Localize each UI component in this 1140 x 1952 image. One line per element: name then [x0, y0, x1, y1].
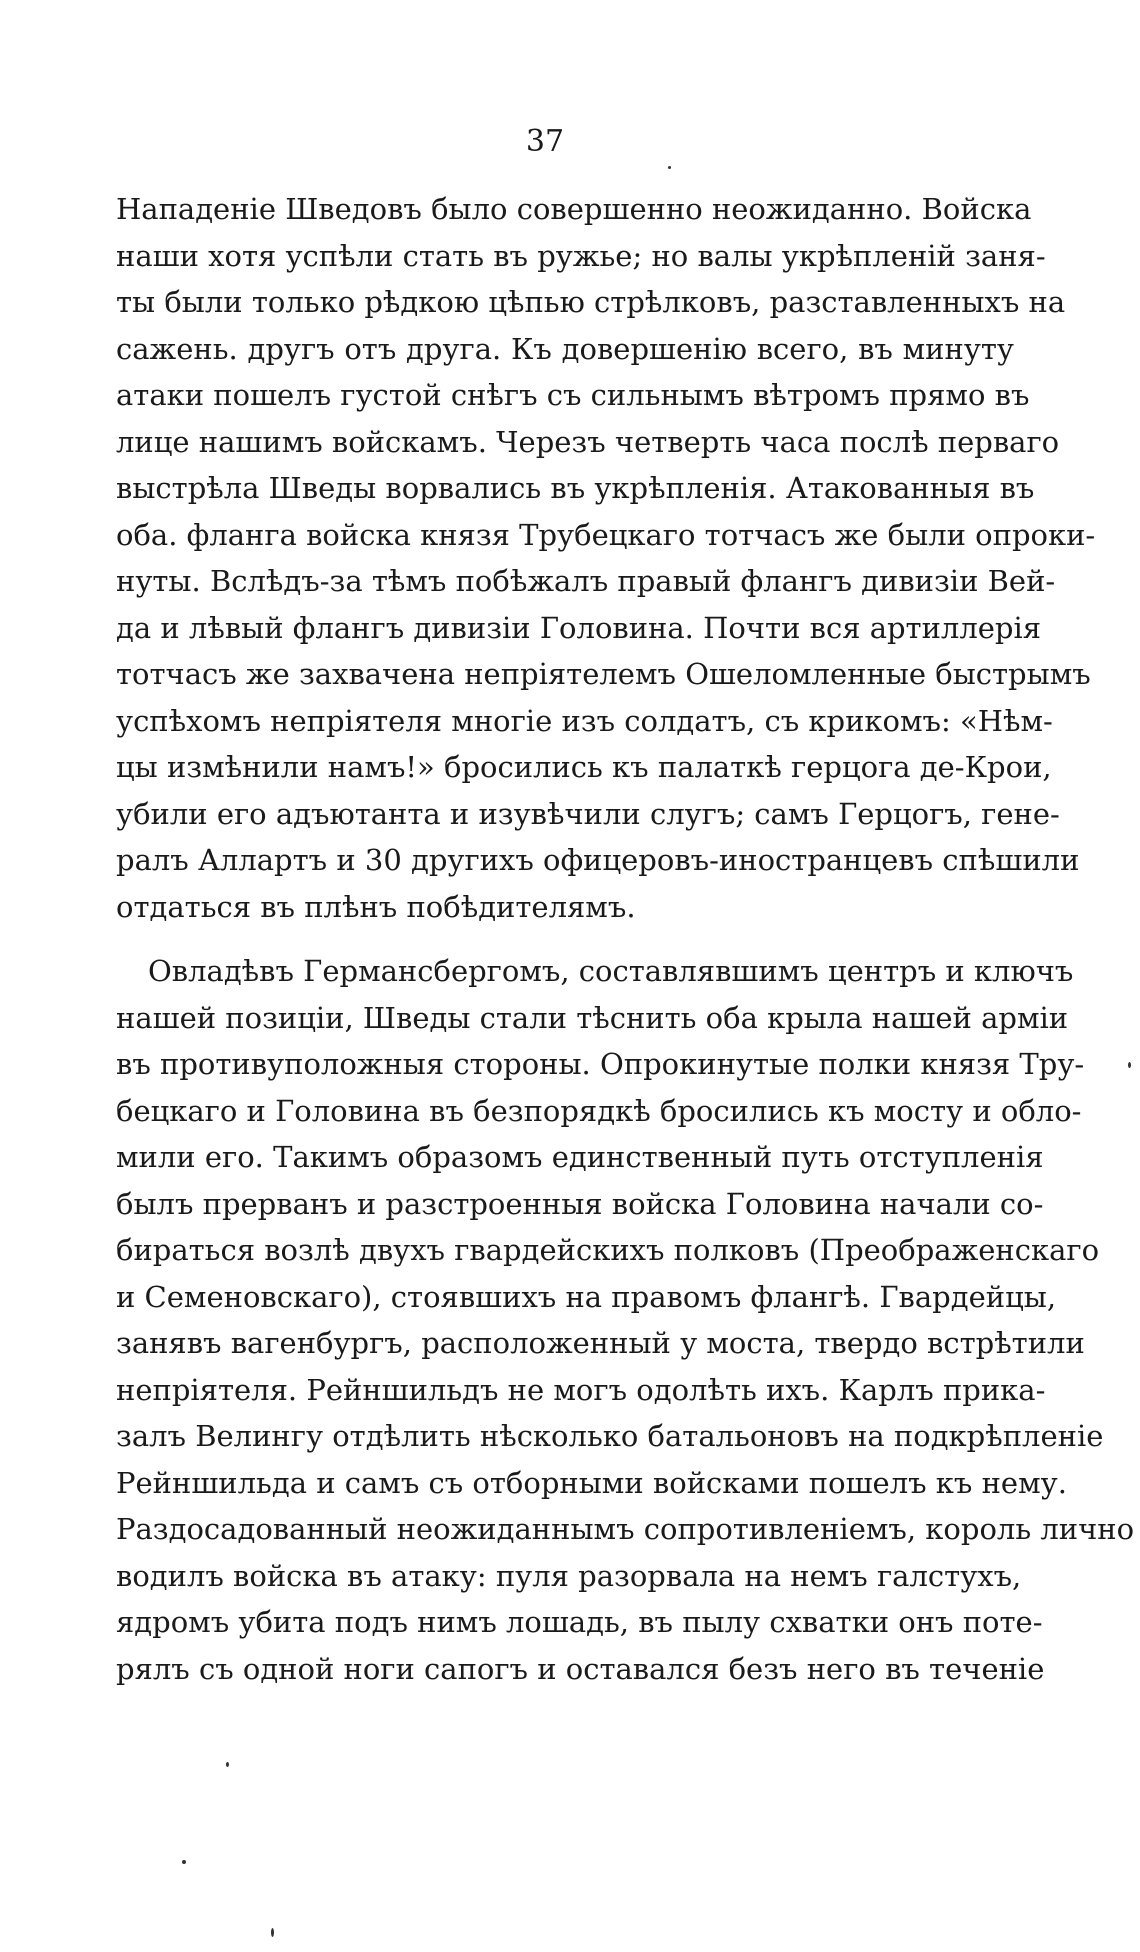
text-line: сажень. другъ отъ друга. Къ довершенiю всего, въ минуту — [116, 332, 1014, 366]
text-line: тотчасъ же захвачена непрiятелемъ Ошеломленные быстрымъ — [116, 657, 1091, 691]
text-line: нашей позицiи, Шведы стали тѣснить оба крыла нашей армiи — [116, 1001, 1069, 1035]
text-line: Рейншильда и самъ съ отборными войсками пошелъ къ нему. — [116, 1466, 1067, 1500]
text-line: наши хотя успѣли стать въ ружье; но валы укрѣпленiй заня- — [116, 239, 1046, 273]
text-line: былъ прерванъ и разстроенныя войска Головина начали со- — [116, 1187, 1044, 1221]
text-line: лице нашимъ войскамъ. Черезъ четверть часа послѣ перваго — [116, 425, 1060, 459]
text-line: успѣхомъ непрiятеля многiе изъ солдатъ, съ крикомъ: «Нѣм- — [116, 704, 1053, 738]
text-line: выстрѣла Шведы ворвались въ укрѣпленiя. Атакованныя въ — [116, 471, 1035, 505]
text-line: убили его адъютанта и изувѣчили слугъ; самъ Герцогъ, гене- — [116, 797, 1060, 831]
text-line: да и лѣвый флангъ дивизiи Головина. Почти вся артиллерiя — [116, 611, 1042, 645]
text-line: оба. фланга войска князя Трубецкаго тотчасъ же были опроки- — [116, 518, 1096, 552]
text-line: мили его. Такимъ образомъ единственный путь отступленiя — [116, 1140, 1044, 1174]
text-line: Раздосадованный неожиданнымъ сопротивленiемъ, король лично — [116, 1512, 1135, 1546]
text-line: цы измѣнили намъ!» бросились къ палаткѣ герцога де-Крои, — [116, 750, 1052, 784]
print-speck — [226, 1762, 229, 1767]
text-line: ядромъ убита подъ нимъ лошадь, въ пылу схватки онъ поте- — [116, 1605, 1043, 1639]
text-line: залъ Велингу отдѣлить нѣсколько батальоновъ на подкрѣпленiе — [116, 1419, 1104, 1453]
print-speck — [182, 1860, 186, 1864]
text-line: атаки пошелъ густой снѣгъ съ сильнымъ вѣтромъ прямо въ — [116, 378, 1030, 412]
text-line: Овладѣвъ Германсбергомъ, составлявшимъ центръ и ключъ — [148, 954, 1074, 988]
text-line: непрiятеля. Рейншильдъ не могъ одолѣть ихъ. Карлъ прика- — [116, 1373, 1046, 1407]
text-line: Нападенiе Шведовъ было совершенно неожиданно. Войска — [116, 192, 1032, 226]
text-line: и Семеновскаго), стоявшихъ на правомъ флангѣ. Гвардейцы, — [116, 1280, 1057, 1314]
text-line: ты были только рѣдкою цѣпью стрѣлковъ, разставленныхъ на — [116, 285, 1066, 319]
page-number: 37 — [525, 124, 565, 159]
print-speck — [1128, 1062, 1131, 1068]
text-line: занявъ вагенбургъ, расположенный у моста, твердо встрѣтили — [116, 1326, 1085, 1360]
text-line: бецкаго и Головина въ безпорядкѣ бросились къ мосту и обло- — [116, 1094, 1082, 1128]
print-speck — [668, 166, 671, 169]
print-speck — [271, 1928, 274, 1937]
text-line: нуты. Вслѣдъ-за тѣмъ побѣжалъ правый флангъ дивизiи Вей- — [116, 564, 1056, 598]
text-line: въ противуположныя стороны. Опрокинутые полки князя Тру- — [116, 1047, 1085, 1081]
text-line: ралъ Аллартъ и 30 другихъ офицеровъ-иностранцевъ спѣшили — [116, 843, 1080, 877]
text-line: водилъ войска въ атаку: пуля разорвала на немъ галстухъ, — [116, 1559, 1022, 1593]
text-line: рялъ съ одной ноги сапогъ и оставался безъ него въ теченiе — [116, 1652, 1045, 1686]
text-line: бираться возлѣ двухъ гвардейскихъ полковъ (Преображенскаго — [116, 1233, 1100, 1267]
text-line: отдаться въ плѣнъ побѣдителямъ. — [116, 890, 636, 924]
